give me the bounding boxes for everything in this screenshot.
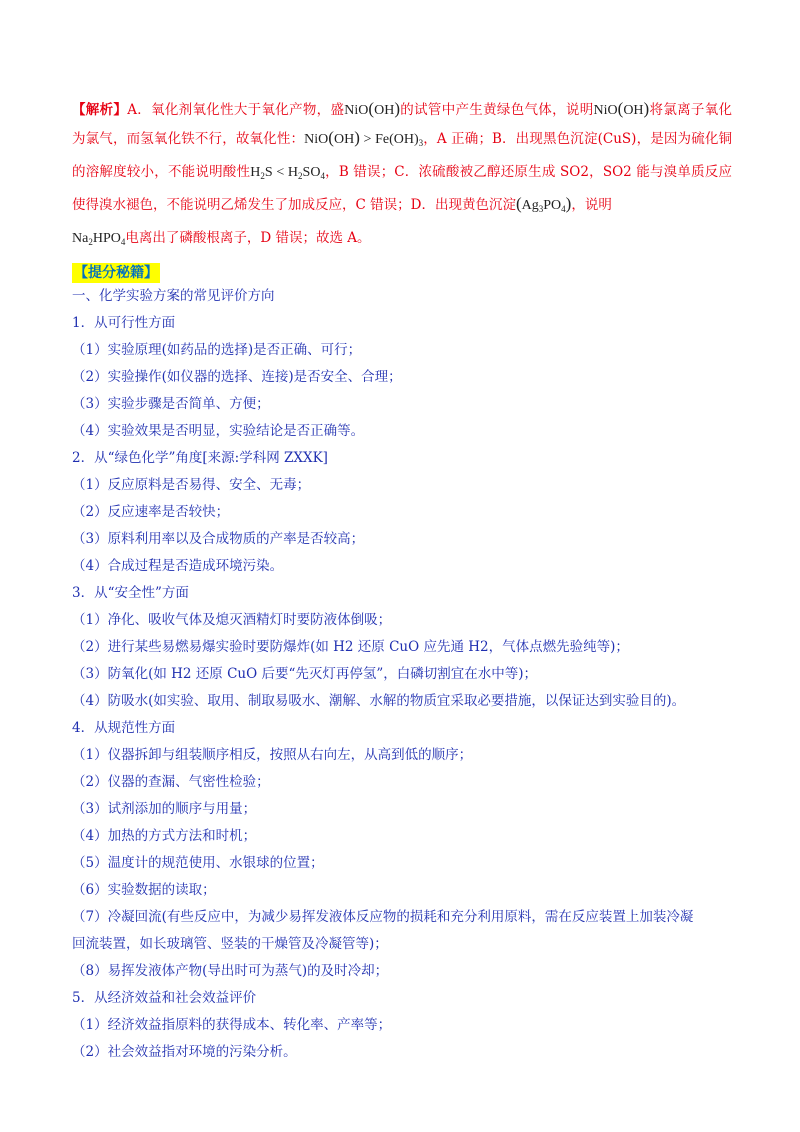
- analysis-text-3: 将氯离子氧化为氯气，而氢氧化铁不行，故氧化性：: [72, 102, 733, 147]
- formula-ag3po4: $(Ag_3PO_4)$: [515, 194, 572, 214]
- list-item: （1）实验原理(如药品的选择)是否正确、可行；: [72, 342, 362, 358]
- formula-oxidation-order: $NiO(OH) > Fe(OH)_3$: [304, 128, 424, 148]
- list-item: （2）社会效益指对环境的污染分析。: [72, 1044, 297, 1060]
- tips-content: [72, 283, 732, 1066]
- list-item: （2）实验操作(如仪器的选择、连接)是否安全、合理；: [72, 369, 402, 385]
- analysis-text-7: 电离出了磷酸根离子，D 错误；故选 A。: [125, 230, 371, 246]
- formula-nioooh-2: NiO(OH): [593, 99, 650, 118]
- list-item: （4）加热的方式方法和时机；: [72, 828, 257, 844]
- subsection-title: 4．从规范性方面: [72, 720, 176, 736]
- analysis-text-5: ，B 错误；C．浓硫酸被乙醇还原生成 SO2，SO2 能与溴单质反应使得溴水褪色，不能说明乙烯发生了加成反应，C 错误；D．出现黄色沉淀: [72, 164, 733, 213]
- section-title: 一、化学实验方案的常见评价方向: [72, 288, 275, 304]
- list-item: （1）仪器拆卸与组装顺序相反，按照从右向左，从高到低的顺序；: [72, 747, 473, 763]
- list-item: （2）仪器的查漏、气密性检验；: [72, 774, 270, 790]
- analysis-text-6: ，说明: [571, 197, 612, 213]
- list-item: （7）冷凝回流(有些反应中，为减少易挥发液体反应物的损耗和充分利用原料，需在反应装置上加装冷凝: [72, 909, 694, 925]
- list-item: （5）温度计的规范使用、水银球的位置；: [72, 855, 324, 871]
- analysis-paragraph: [72, 96, 732, 257]
- analysis-text-1: A．氧化剂氧化性大于氧化产物，盛: [127, 102, 345, 118]
- list-item: （6）实验数据的读取；: [72, 882, 216, 898]
- list-item: （3）实验步骤是否简单、方便；: [72, 396, 270, 412]
- list-item: （4）合成过程是否造成环境污染。: [72, 558, 284, 574]
- formula-acidity: $H_2S < H_2SO_4$: [250, 165, 325, 181]
- list-item: （4）防吸水(如实验、取用、制取易吸水、潮解、水解的物质宜采取必要措施，以保证达到实验目的)。: [72, 693, 686, 709]
- analysis-text-4: ，A 正确；B．出现黑色沉淀(CuS)，是因为硫化铜的溶解度较小，不能说明酸性: [72, 131, 733, 180]
- subsection-title: 2．从“绿色化学”角度[来源:学科网 ZXXK]: [72, 450, 328, 466]
- list-item: （1）反应原料是否易得、安全、无毒；: [72, 477, 311, 493]
- list-item: （4）实验效果是否明显，实验结论是否正确等。: [72, 423, 365, 439]
- subsection-title: 3．从“安全性”方面: [72, 585, 189, 601]
- list-item: （2）反应速率是否较快；: [72, 504, 230, 520]
- list-item: （2）进行某些易燃易爆实验时要防爆炸(如 H2 还原 CuO 应先通 H2，气体点燃先验纯等)；: [72, 639, 629, 655]
- list-item-continuation: 回流装置，如长玻璃管、竖装的干燥管及冷凝管等)；: [72, 936, 388, 952]
- formula-na2hpo4: $Na_2HPO_4$: [72, 231, 126, 247]
- list-item: （3）原料利用率以及合成物质的产率是否较高；: [72, 531, 365, 547]
- tips-heading: 【提分秘籍】: [74, 265, 158, 281]
- list-item: （3）试剂添加的顺序与用量；: [72, 801, 257, 817]
- list-item: （1）经济效益指原料的获得成本、转化率、产率等；: [72, 1017, 392, 1033]
- document-page: [72, 96, 732, 1066]
- formula-nioooh: NiO(OH): [344, 99, 400, 118]
- analysis-text-2: 的试管中产生黄绿色气体，说明: [400, 102, 594, 118]
- subsection-title: 5．从经济效益和社会效益评价: [72, 990, 257, 1006]
- list-item: （1）净化、吸收气体及熄灭酒精灯时要防液体倒吸；: [72, 612, 392, 628]
- subsection-title: 1．从可行性方面: [72, 315, 176, 331]
- list-item: （8）易挥发液体产物(导出时可为蒸气)的及时冷却；: [72, 963, 389, 979]
- list-item: （3）防氧化(如 H2 还原 CuO 后要“先灭灯再停氢”，白磷切割宜在水中等)；: [72, 666, 538, 682]
- analysis-tag: 【解析】: [72, 102, 128, 118]
